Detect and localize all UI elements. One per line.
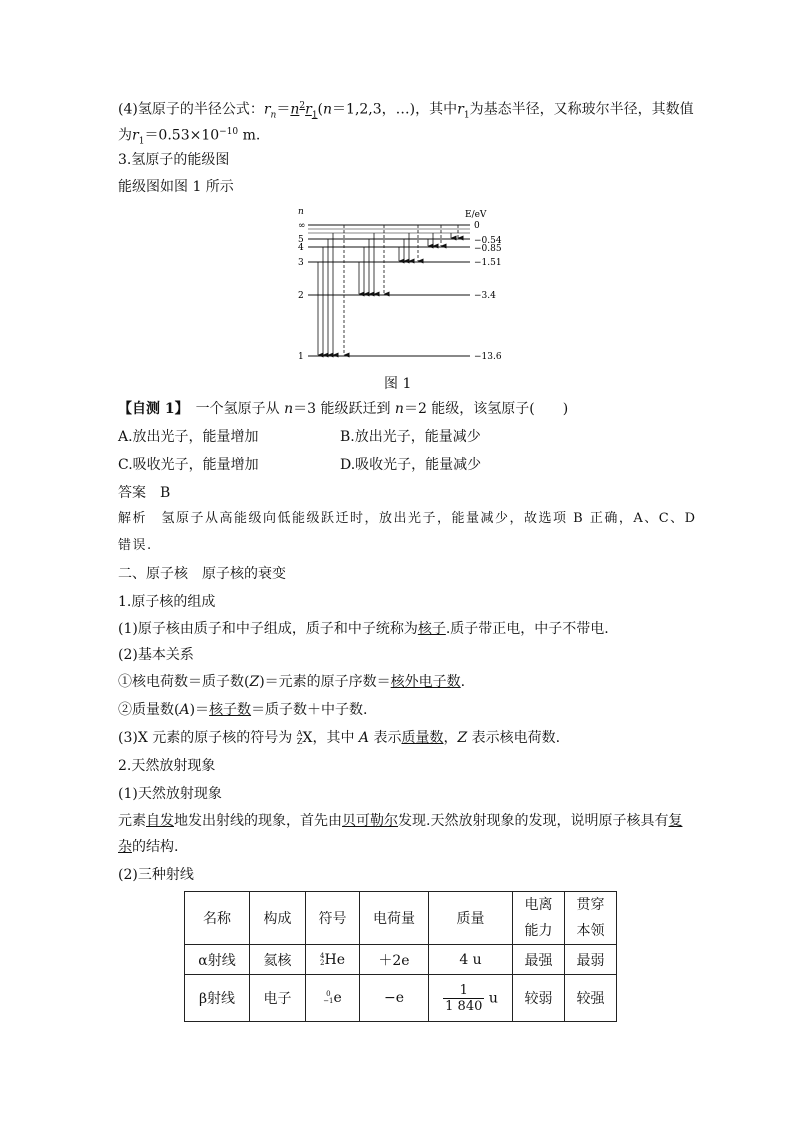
level-n-2: 2	[298, 291, 304, 301]
text: 表示	[369, 730, 402, 746]
var-r: r	[263, 101, 271, 118]
analysis-line-2: 错误.	[118, 538, 153, 553]
nucleus-composition	[118, 620, 609, 638]
blank-nucleon-count: 核子数	[209, 702, 252, 718]
radius-value: ＝0.53×10	[144, 127, 220, 144]
cell-alpha-mass: 4 u	[429, 945, 513, 975]
text: (1)原子核由质子和中子组成，质子和中子统称为	[118, 621, 418, 637]
var-r1b: r	[457, 101, 464, 118]
var-r1: r	[305, 101, 312, 118]
relation-charge	[118, 673, 465, 691]
selftest-question	[118, 400, 568, 418]
cell-alpha-charge: ＋2e	[360, 945, 429, 975]
header-penetration-l1: 贯穿	[576, 897, 605, 913]
nucleus-symbol	[118, 729, 560, 747]
header-symbol: 符号	[306, 892, 360, 945]
var-a: A	[358, 730, 370, 746]
var-z: Z	[249, 674, 260, 690]
natural-radioactivity-line-1	[118, 812, 682, 830]
relation-mass	[118, 701, 368, 719]
q-part2: ＝3 能级跃迁到	[293, 401, 395, 417]
header-ionization-l2: 能力	[524, 923, 553, 939]
unit: m.	[238, 127, 261, 144]
level-n-1: 1	[298, 352, 304, 362]
three-rays-title: (2)三种射线	[118, 867, 194, 883]
level-n-3: 3	[298, 258, 304, 268]
sub-1: 1	[311, 110, 318, 121]
text: 表示核电荷数.	[467, 730, 561, 746]
basic-relation-title: (2)基本关系	[118, 647, 194, 663]
answer-line: 答案 B	[118, 485, 171, 501]
var-n: n	[290, 101, 300, 118]
text: )＝	[189, 702, 210, 718]
sub-1b: 1	[463, 110, 470, 121]
blank-nucleon: 核子	[417, 621, 446, 637]
cell-beta-name: β射线	[185, 975, 250, 1022]
level-n-inf: ∞	[298, 221, 306, 231]
text: ＝质子数＋中子数.	[251, 702, 368, 718]
cell-beta-comp: 电子	[250, 975, 306, 1022]
option-c: C.吸收光子，能量增加	[118, 457, 259, 473]
analysis-line-1: 解析 氢原子从高能级向低能级跃迁时，放出光子，能量减少，故选项 B 正确，A、C、D	[118, 511, 697, 526]
paren: (	[317, 101, 324, 118]
section-3-title: 3.氢原子的能级图	[118, 152, 230, 168]
condition: ＝1,2,3，…)，其中	[332, 101, 458, 118]
q-part3: ＝2 能级，该氢原子( )	[403, 401, 569, 417]
cell-alpha-pen: 最弱	[565, 945, 617, 975]
figure-caption: 图 1	[384, 376, 412, 392]
var-n2: n	[323, 101, 333, 118]
text: .	[460, 674, 466, 690]
blank-complex-2: 杂	[118, 839, 132, 855]
text: 地发出射线的现象，首先由	[174, 813, 342, 829]
natural-radioactivity-line-2	[118, 838, 178, 856]
header-penetration	[565, 892, 617, 945]
header-composition: 构成	[250, 892, 306, 945]
cell-beta-charge: −e	[360, 975, 429, 1022]
selftest-tag: 【自测 1】	[118, 401, 182, 417]
level-e-5: −0.54	[474, 236, 502, 246]
formula-tail: 为基态半径，又称玻尔半径，其数值	[469, 101, 694, 118]
header-penetration-l2: 本领	[576, 923, 605, 939]
table-row	[185, 975, 617, 1022]
formula-prefix: (4)氢原子的半径公式：	[118, 101, 264, 118]
rays-table	[184, 891, 617, 1022]
text: X，其中	[302, 730, 359, 746]
var-r: r	[132, 127, 139, 144]
level-e-4: −0.85	[474, 244, 502, 254]
beta-sub: −1	[323, 997, 334, 1005]
cell-alpha-comp: 氦核	[250, 945, 306, 975]
atomic-number-sub: Z	[296, 737, 303, 746]
subsection-1-title: 1.原子核的组成	[118, 594, 216, 610]
header-mass: 质量	[429, 892, 513, 945]
blank-spontaneous: 自发	[146, 813, 174, 829]
cell-beta-symbol	[306, 975, 360, 1022]
header-ionization-l1: 电离	[524, 897, 553, 913]
blank-mass-number: 质量数	[401, 730, 444, 746]
option-d: D.吸收光子，能量减少	[340, 457, 482, 473]
sub-1: 1	[138, 136, 145, 147]
mass-unit: u	[488, 990, 498, 1006]
cell-alpha-symbol	[306, 945, 360, 975]
text: .质子带正电，中子不带电.	[445, 621, 609, 637]
table-row	[185, 945, 617, 975]
header-ionization	[513, 892, 565, 945]
text: )＝元素的原子序数＝	[259, 674, 391, 690]
header-charge: 电荷量	[360, 892, 429, 945]
text: ，	[443, 730, 458, 746]
fraction-denominator: 1 840	[445, 998, 483, 1014]
alpha-symbol: He	[324, 951, 345, 968]
cell-alpha-name: α射线	[185, 945, 250, 975]
text: ②质量数(	[118, 702, 180, 718]
section-2-heading: 二、原子核 原子核的衰变	[118, 566, 286, 582]
blank-becquerel: 贝可勒尔	[342, 813, 398, 829]
var-z: Z	[457, 730, 468, 746]
mass-fraction	[443, 983, 484, 1014]
option-a: A.放出光子，能量增加	[118, 429, 259, 445]
fraction-numerator: 1	[443, 983, 484, 999]
level-e-1: −13.6	[474, 352, 502, 362]
var-a: A	[179, 702, 190, 718]
natural-radioactivity-title: (1)天然放射现象	[118, 786, 222, 802]
n-axis-label: n	[298, 207, 304, 217]
header-name: 名称	[185, 892, 250, 945]
section-3-desc: 能级图如图 1 所示	[118, 179, 234, 195]
blank-complex-1: 复	[668, 813, 683, 829]
blank-electron-count: 核外电子数	[390, 674, 461, 690]
value-prefix: 为	[118, 127, 132, 144]
radius-value-line	[118, 123, 260, 150]
cell-beta-mass	[429, 975, 513, 1022]
sub-n: n	[270, 110, 277, 121]
e-axis-label: E/eV	[465, 210, 487, 220]
cell-beta-pen: 较强	[565, 975, 617, 1022]
level-e-2: −3.4	[474, 291, 496, 301]
square: 2	[299, 101, 306, 111]
var-n: n	[394, 401, 404, 417]
energy-level-diagram	[288, 204, 518, 374]
q-part1: 一个氢原子从	[195, 401, 285, 417]
option-b: B.放出光子，能量减少	[340, 429, 481, 445]
table-header-row	[185, 892, 617, 945]
text: 发现.天然放射现象的发现，说明原子核具有	[398, 813, 669, 829]
level-n-5: 5	[298, 235, 304, 245]
var-n: n	[284, 401, 294, 417]
beta-sup: 0	[326, 990, 331, 998]
level-n-4: 4	[298, 243, 304, 253]
equals: ＝	[276, 101, 291, 118]
alpha-sub: 2	[320, 958, 325, 967]
text: ①核电荷数＝质子数(	[118, 674, 250, 690]
text: (3)X 元素的原子核的符号为	[118, 730, 297, 746]
radius-formula-line	[118, 97, 694, 124]
exponent: −10	[219, 127, 239, 137]
cell-alpha-ion: 最强	[513, 945, 565, 975]
alpha-sup: 4	[320, 951, 325, 960]
cell-beta-ion: 较弱	[513, 975, 565, 1022]
subsection-2-title: 2.天然放射现象	[118, 758, 216, 774]
level-e-inf: 0	[474, 221, 480, 231]
text: 元素	[118, 813, 146, 829]
text: 的结构.	[132, 839, 179, 855]
beta-symbol: e	[333, 990, 342, 1006]
level-e-3: −1.51	[474, 258, 502, 268]
mass-number-sup: A	[296, 729, 303, 738]
